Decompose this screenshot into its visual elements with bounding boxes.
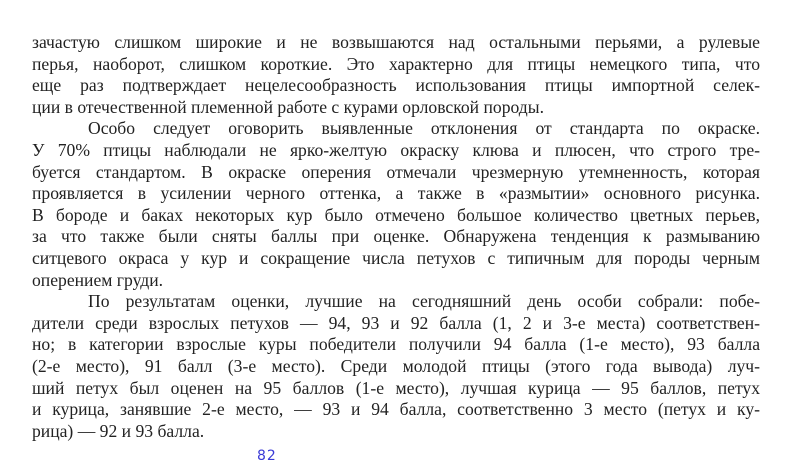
text-line: Особо следует оговорить выявленные отклонения от стандарта по окраске. [88,118,760,139]
text-line: оперением груди. [32,269,164,290]
text-line: ситцевого окраса у кур и сокращение числа петухов с типичным для породы черным [32,247,760,268]
text-line: проявляется в усилении черного оттенка, а также в «размытии» основного рисунка. [32,183,760,204]
text-line: В бороде и баках некоторых кур было отмечено большое количество цветных перьев, [32,204,760,225]
text-line: буется стандартом. В окраске оперения отмечали чрезмерную утемненность, которая [32,161,760,182]
text-line: и курица, занявшие 2-е место, — 93 и 94 балла, соответственно 3 место (петух и ку- [32,399,760,420]
text-line: но; в категории взрослые куры победители получили 94 балла (1-е место), 93 балла [32,334,760,355]
paragraph-1 [32,32,760,118]
text-line: По результатам оценки, лучшие на сегодняшний день особи собрали: побе- [88,291,760,312]
text-line: за что также были сняты баллы при оценке. Обнаружена тенденция к размыванию [32,226,760,247]
document-body [32,32,760,442]
text-line: дители среди взрослых петухов — 94, 93 и 92 балла (1, 2 и 3-е места) соответствен- [32,312,760,333]
text-line: еще раз подтверждает нецелесообразность использования птицы импортной селек- [32,75,760,96]
text-line: (2-е место), 91 балл (3-е место). Среди молодой птицы (этого года вывода) луч- [32,355,760,376]
text-line: зачастую слишком широкие и не возвышаются над остальными перьями, а рулевые [32,32,760,52]
paragraph-3 [32,291,760,442]
text-line: рица) — 92 и 93 балла. [32,420,205,441]
page-number: 82 [257,448,277,464]
text-line: У 70% птицы наблюдали не ярко-желтую окраску клюва и плюсен, что строго тре- [32,139,760,160]
text-line: ции в отечественной племенной работе с курами орловской породы. [32,96,544,117]
text-line: ший петух был оценен на 95 баллов (1-е место), лучшая курица — 95 баллов, петух [32,377,760,398]
text-line: перья, наоборот, слишком короткие. Это характерно для птицы немецкого типа, что [32,53,760,74]
paragraph-2 [32,118,760,291]
